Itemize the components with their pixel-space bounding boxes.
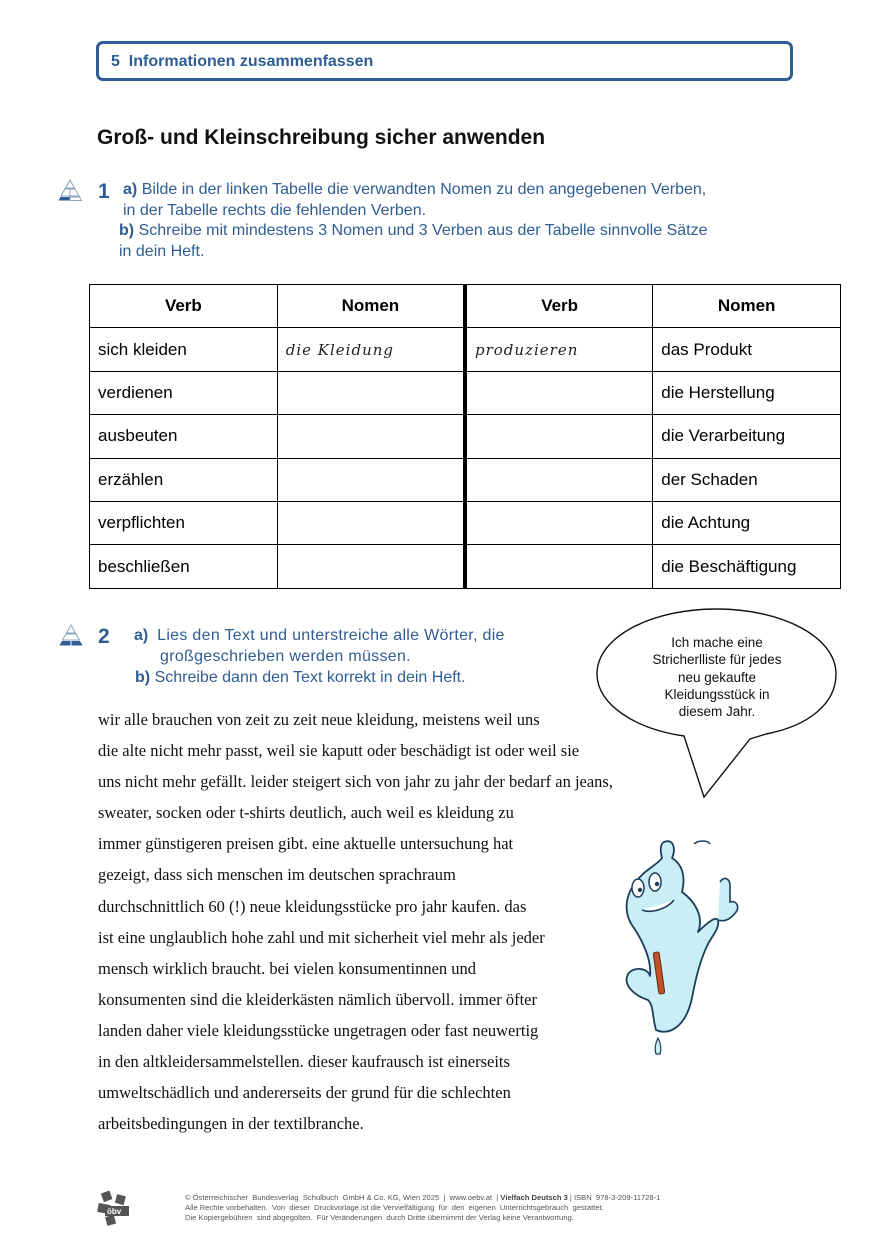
text-line: landen daher viele kleidungsstücke ungetragen oder fast neuwertig — [98, 1020, 539, 1040]
given-text: die Achtung — [661, 513, 751, 533]
cell-verb-right[interactable] — [465, 458, 653, 501]
cell-noun-left[interactable] — [277, 328, 465, 371]
footer-book-title: Vielfach Deutsch 3 — [500, 1193, 568, 1202]
text-line: immer günstigeren preisen gibt. eine aktuelle untersuchung hat — [98, 834, 514, 854]
page-title: Groß- und Kleinschreibung sicher anwenden — [97, 126, 546, 149]
given-text: beschließen — [98, 556, 190, 576]
difficulty-pyramid-level-1-icon — [57, 179, 83, 201]
given-text: sich kleiden — [98, 339, 187, 359]
cell-verb-left — [90, 371, 278, 414]
task-2-number: 2 — [98, 625, 110, 648]
publisher-logo-icon — [96, 1190, 132, 1226]
footer-publisher: © Österreichischer Bundesverlag Schulbuch GmbH & Co. KG, Wien 2025 | www.oebv.at | — [185, 1193, 501, 1202]
cell-verb-left — [90, 328, 278, 371]
table-row — [90, 328, 841, 371]
text-line: uns nicht mehr gefällt. leider steigert sich von jahr zu jahr der bedarf an jeans, — [98, 772, 613, 792]
footer-isbn: | ISBN 978-3-209-11728-1 — [567, 1193, 661, 1202]
table-row — [90, 545, 841, 588]
given-text: ausbeuten — [98, 426, 178, 446]
table-row — [90, 415, 841, 458]
text-line: konsumenten sind die kleiderkästen nämlich übervoll. immer öfter — [98, 989, 537, 1009]
task-1-instruction-b — [119, 221, 708, 262]
cell-noun-left[interactable] — [277, 545, 465, 588]
footer-line3: Die Kopiergebühren sind abgegolten. Für Veränderungen durch Dritte übernimmt der Verlag keine Verantwortung. — [185, 1213, 574, 1222]
cell-verb-left — [90, 458, 278, 501]
task-2-b-text: Schreibe dann den Text korrekt in dein Heft. — [154, 669, 466, 686]
cell-noun-left[interactable] — [277, 415, 465, 458]
answer-text: die Kleidung — [285, 340, 394, 359]
footer-line2: Alle Rechte vorbehalten. Von dieser Druckvorlage ist die Vervielfältigung für den eigenen Unterrichtsgebrauch gestattet. — [185, 1203, 604, 1212]
table-row — [90, 371, 841, 414]
text-line: die alte nicht mehr passt, weil sie kaputt oder beschädigt ist oder weil sie — [98, 741, 580, 761]
text-line: gezeigt, dass sich menschen im deutschen sprachraum — [98, 865, 456, 885]
text-line: durchschnittlich 60 (!) neue kleidungsstücke pro jahr kaufen. das — [98, 896, 527, 916]
cell-verb-right[interactable] — [465, 328, 653, 371]
footer-copyright — [185, 1193, 660, 1223]
given-text: die Beschäftigung — [661, 556, 797, 576]
task-1-a-text-line1: Bilde in der linken Tabelle die verwandten Nomen zu den angegebenen Verben, — [141, 181, 707, 198]
given-text: erzählen — [98, 469, 164, 489]
speech-bubble-line: Kleidungsstück in — [664, 686, 770, 702]
cell-noun-right — [653, 415, 841, 458]
header-noun-left: Nomen — [277, 285, 465, 328]
cell-noun-right — [653, 371, 841, 414]
task-1-b-text-line1: Schreibe mit mindestens 3 Nomen und 3 Verben aus der Tabelle sinnvolle Sätze — [138, 222, 708, 239]
speech-bubble-line: neu gekaufte — [677, 669, 757, 685]
cell-verb-right[interactable] — [465, 545, 653, 588]
speech-bubble-line: Ich mache eine — [671, 635, 763, 650]
verb-noun-table — [89, 284, 841, 589]
chapter-header — [96, 41, 793, 81]
table-row — [90, 501, 841, 544]
task-2-instruction-b — [135, 668, 466, 689]
task-1-a-text-line2: in der Tabelle rechts die fehlenden Verben. — [123, 201, 427, 219]
header-noun-right: Nomen — [653, 285, 841, 328]
cell-verb-right[interactable] — [465, 501, 653, 544]
footer-line1 — [185, 1193, 660, 1203]
given-text: verdienen — [98, 382, 173, 402]
header-verb-left: Verb — [90, 285, 278, 328]
text-line: sweater, socken oder t-shirts deutlich, auch weil es kleidung zu — [98, 803, 514, 823]
speech-bubble-text — [632, 634, 802, 720]
ghost-mascot-illustration — [612, 836, 752, 1058]
cell-noun-left[interactable] — [277, 501, 465, 544]
task-1-a-label: a) — [123, 181, 138, 198]
cell-noun-right — [653, 501, 841, 544]
task-2-a-text-line1: Lies den Text und unterstreiche alle Wörter, die — [157, 627, 505, 644]
cell-noun-left[interactable] — [277, 458, 465, 501]
header-verb-right: Verb — [465, 285, 653, 328]
given-text: das Produkt — [661, 339, 752, 359]
cell-verb-right[interactable] — [465, 371, 653, 414]
given-text: verpflichten — [98, 513, 185, 533]
given-text: die Verarbeitung — [661, 426, 786, 446]
task-1-b-text-line2: in dein Heft. — [119, 242, 205, 260]
task-1-instruction-a — [123, 180, 706, 221]
task-2-a-label: a) — [134, 627, 149, 644]
text-line: in den altkleidersammelstellen. dieser kaufrausch ist einerseits — [98, 1052, 510, 1072]
cell-verb-left — [90, 415, 278, 458]
cell-noun-right — [653, 328, 841, 371]
answer-text: produzieren — [475, 340, 579, 359]
given-text: die Herstellung — [661, 382, 775, 402]
exercise-text — [98, 709, 678, 1144]
task-2-b-label: b) — [135, 669, 151, 686]
cell-verb-right[interactable] — [465, 415, 653, 458]
speech-bubble-line: diesem Jahr. — [678, 704, 756, 720]
text-line: arbeitsbedingungen in der textilbranche. — [98, 1114, 364, 1134]
logo-text: öbv — [107, 1207, 122, 1216]
task-1-number: 1 — [98, 180, 110, 203]
task-2-a-text-line2: großgeschrieben werden müssen. — [160, 647, 411, 665]
cell-noun-right — [653, 545, 841, 588]
cell-verb-left — [90, 545, 278, 588]
speech-bubble-line: Stricherlliste für jedes — [652, 652, 782, 668]
text-line: mensch wirklich braucht. bei vielen konsumentinnen und — [98, 958, 477, 978]
chapter-title: 5 Informationen zusammenfassen — [111, 53, 374, 70]
table-header-row — [90, 285, 841, 328]
difficulty-pyramid-level-2-icon — [58, 624, 84, 646]
cell-noun-left[interactable] — [277, 371, 465, 414]
text-line: ist eine unglaublich hohe zahl und mit sicherheit viel mehr als jeder — [98, 927, 545, 947]
task-1-b-label: b) — [119, 222, 135, 239]
given-text: der Schaden — [661, 469, 758, 489]
cell-noun-right — [653, 458, 841, 501]
cell-verb-left — [90, 501, 278, 544]
text-line: wir alle brauchen von zeit zu zeit neue kleidung, meistens weil uns — [98, 710, 540, 729]
text-line: umweltschädlich und andererseits der grund für die schlechten — [98, 1083, 511, 1103]
task-2-instruction-a — [134, 626, 505, 667]
table-row — [90, 458, 841, 501]
